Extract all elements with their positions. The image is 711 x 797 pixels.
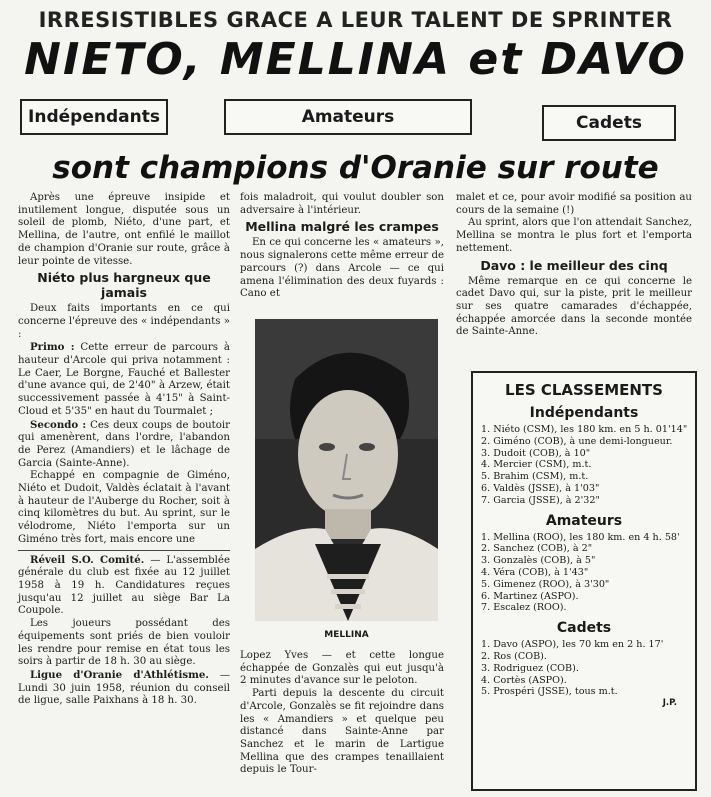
article-column-3 bbox=[456, 192, 692, 339]
list-item: 6. Martinez (ASPO). bbox=[481, 590, 579, 602]
results-list-cadets bbox=[473, 639, 695, 698]
subhead-davo: Davo : le meilleur des cinq bbox=[480, 257, 668, 273]
article-column-2-bottom bbox=[240, 650, 444, 777]
main-headline: NIETO, MELLINA et DAVO bbox=[24, 34, 687, 85]
paragraph: Ces deux coups de boutoir qui amenèrent, dans l'ordre, l'abandon de Perez (Amandiers) et le lâchage de Garcia (Sainte-Anne). bbox=[18, 419, 230, 469]
list-item: 7. Garcia (JSSE), à 2'32" bbox=[481, 494, 600, 506]
results-title: LES CLASSEMENTS bbox=[505, 381, 663, 399]
results-category-independants: Indépendants bbox=[529, 405, 639, 421]
results-box bbox=[471, 371, 697, 791]
list-item: 7. Escalez (ROO). bbox=[481, 602, 567, 614]
kicker-headline: IRRESISTIBLES GRACE A LEUR TALENT DE SPRINTER bbox=[38, 8, 673, 32]
list-item: 4. Cortès (ASPO). bbox=[481, 674, 567, 686]
paragraph: Parti depuis la descente du circuit d'Arcole, Gonzalès se fit rejoindre dans les « Amandiers » et quelque peu distancé dans Sainte-Anne par Sanchez et le marin de Lartigue Mellina que des crampes tenaillaient depuis le Tour- bbox=[240, 688, 444, 776]
brief-lead: Réveil S.O. Comité. bbox=[30, 553, 145, 566]
list-item: 1. Mellina (ROO), les 180 km. en 4 h. 58' bbox=[481, 531, 680, 543]
article-column-2-top bbox=[240, 192, 444, 301]
paragraph-lead: Secondo : bbox=[30, 418, 87, 431]
brief-text: Les joueurs possédant des équipements sont priés de bien vouloir les rendre pour remise en état tous les soirs à partir de 18 h. 30 au siège. bbox=[18, 618, 230, 668]
brief-text: — L'assemblée générale du club est fixée au 12 juillet 1958 à 19 h. Candidatures reçues jusqu'au 12 juillet au siège Bar La Coupole. bbox=[18, 554, 230, 617]
list-item: 5. Brahim (CSM), m.t. bbox=[481, 471, 589, 483]
paragraph: Même remarque en ce qui concerne le cadet Davo qui, sur la piste, prit le meilleur sur ses quatre camarades d'échappée, échappée amorcée dans la seconde montée de Sainte-Anne. bbox=[456, 275, 692, 338]
category-box-independants: Indépendants bbox=[20, 99, 168, 135]
subhead-mellina: Mellina malgré les crampes bbox=[245, 219, 439, 235]
portrait-image bbox=[255, 319, 438, 621]
article-column-1 bbox=[18, 192, 230, 708]
brief-lead: Ligue d'Oranie d'Athlétisme. bbox=[30, 668, 209, 681]
photo-caption: MELLINA bbox=[324, 630, 369, 640]
list-item: 3. Gonzalès (COB), à 5" bbox=[481, 555, 596, 567]
divider bbox=[18, 550, 230, 551]
list-item: 2. Sanchez (COB), à 2" bbox=[481, 543, 593, 555]
sub-headline: sont champions d'Oranie sur route bbox=[52, 150, 659, 186]
list-item: 3. Rodriguez (COB). bbox=[481, 662, 579, 674]
paragraph: Au sprint, alors que l'on attendait Sanchez, Mellina se montra le plus fort et l'emporta nettement. bbox=[456, 217, 692, 254]
list-item: 3. Dudoit (COB), à 10" bbox=[481, 447, 591, 459]
paragraph-lead: Primo : bbox=[30, 341, 75, 354]
category-box-cadets: Cadets bbox=[542, 105, 676, 141]
paragraph: Cette erreur de parcours à hauteur d'Arcole qui priva notamment : Le Caer, Le Borgne, Fauché et Ballester d'une avance qui, de 2'40" à Arzew, était successivement passée à 4'15" à Saint-Cloud et 5'35" en haut du Tourmalet ; bbox=[18, 342, 231, 417]
list-item: 5. Gimenez (ROO), à 3'30" bbox=[481, 578, 610, 590]
paragraph: Echappé en compagnie de Giméno, Niéto et Dudoit, Valdès éclatait à l'avant à hauteur de l'Auberge du Rocher, soit à cinq kilomètres du but. Au sprint, sur le vélodrome, Niéto l'emporta sur un Giménо très fort, mais encore une bbox=[18, 470, 230, 545]
mellina-photo bbox=[255, 319, 438, 621]
paragraph: Lopez Yves — et cette longue échappée de Gonzalès qui eut jusqu'à 2 minutes d'avance sur le peloton. bbox=[240, 650, 444, 687]
results-category-amateurs: Amateurs bbox=[545, 512, 623, 529]
paragraph: malet et ce, pour avoir modifié sa position au cours de la semaine (!) bbox=[456, 192, 692, 216]
list-item: 2. Ros (COB). bbox=[481, 650, 547, 662]
list-item: 2. Giméno (COB), à une demi-longueur. bbox=[481, 435, 673, 447]
author-signature: J.P. bbox=[662, 698, 677, 709]
list-item: 4. Véra (COB), à 1'43" bbox=[481, 566, 589, 578]
paragraph: En ce qui concerne les « amateurs », nous signalerons cette même erreur de parcours (?) dans Arcole — ce qui amena l'élimination des deux fuyards : Cano et bbox=[240, 237, 444, 300]
paragraph: fois maladroit, qui voulut doubler son adversaire à l'intérieur. bbox=[240, 192, 444, 216]
results-list-independants bbox=[473, 424, 695, 507]
list-item: 1. Davo (ASPO), les 70 km en 2 h. 17' bbox=[481, 639, 664, 651]
category-box-amateurs: Amateurs bbox=[224, 99, 472, 135]
results-category-cadets: Cadets bbox=[556, 620, 612, 637]
list-item: 4. Mercier (CSM), m.t. bbox=[481, 459, 592, 471]
paragraph: Deux faits importants en ce qui concerne l'épreuve des « indépendants » : bbox=[18, 303, 230, 340]
subhead-nieto: Niéto plus hargneux que jamais bbox=[37, 270, 211, 301]
intro-paragraph: Après une épreuve insipide et inutilement longue, disputée sous un soleil de plomb, Niéto, d'une part, et Mellina, de l'autre, ont enfilé le maillot de champion d'Oranie sur route, grâce à leur pointe de vitesse. bbox=[18, 192, 230, 267]
list-item: 6. Valdès (JSSE), à 1'03" bbox=[481, 482, 600, 494]
brief-text: — Lundi 30 juin 1958, réunion du conseil de ligue, salle Paixhans à 18 h. 30. bbox=[18, 669, 230, 707]
results-list-amateurs bbox=[473, 532, 695, 615]
list-item: 1. Niéto (CSM), les 180 km. en 5 h. 01'14" bbox=[481, 424, 688, 435]
list-item: 5. Prospéri (JSSE), tous m.t. bbox=[481, 686, 618, 698]
